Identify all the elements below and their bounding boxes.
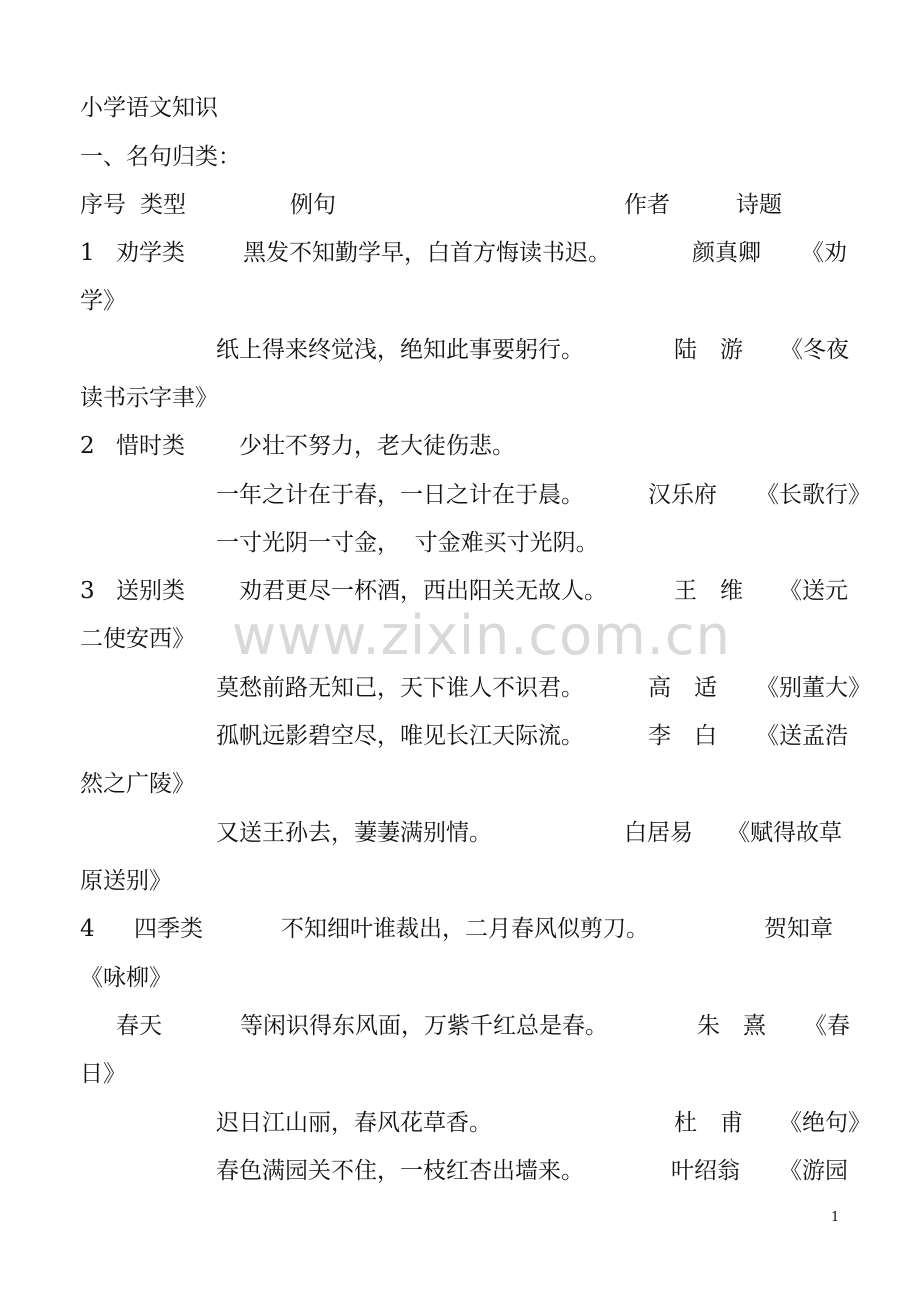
item-author: 高 适 bbox=[648, 675, 717, 701]
item-poem: 《送孟浩 bbox=[756, 723, 848, 749]
item-quote: 劝君更尽一杯酒，西出阳关无故人。 bbox=[239, 578, 607, 604]
item-poem: 《别董大》 bbox=[756, 675, 871, 701]
item-number: 2 bbox=[80, 433, 95, 459]
item-author: 白居易 bbox=[624, 820, 693, 846]
item-poem: 《游园 bbox=[779, 1158, 848, 1184]
item-author: 李 白 bbox=[648, 723, 717, 749]
item-number: 3 bbox=[80, 578, 95, 604]
item-number: 1 bbox=[80, 240, 95, 266]
item-quote: 纸上得来终觉浅，绝知此事要躬行。 bbox=[216, 337, 584, 363]
section-heading: 一、名句归类： bbox=[80, 144, 241, 170]
watermark: www.zixin.com.cn bbox=[232, 604, 731, 667]
item-quote: 莫愁前路无知己，天下谁人不识君。 bbox=[216, 675, 584, 701]
item-poem: 《赋得故草 bbox=[727, 820, 842, 846]
item-author: 颜真卿 bbox=[692, 240, 761, 266]
item-quote: 等闲识得东风面，万紫千红总是春。 bbox=[240, 1013, 608, 1039]
item-poem-cont: 《咏柳》 bbox=[80, 965, 172, 991]
item-poem-cont: 日》 bbox=[80, 1061, 126, 1087]
item-number: 4 bbox=[80, 916, 95, 942]
item-type: 送别类 bbox=[116, 578, 185, 604]
header-example: 例句 bbox=[290, 192, 336, 218]
item-quote: 又送王孙去，萋萋满别情。 bbox=[216, 820, 492, 846]
item-quote: 黑发不知勤学早，白首方悔读书迟。 bbox=[243, 240, 611, 266]
item-author: 朱 熹 bbox=[697, 1013, 766, 1039]
item-poem: 《冬夜 bbox=[780, 337, 849, 363]
page-number: 1 bbox=[831, 1210, 840, 1225]
item-author: 王 维 bbox=[674, 578, 743, 604]
item-author: 贺知章 bbox=[764, 916, 833, 942]
item-author: 陆 游 bbox=[674, 337, 743, 363]
item-poem-cont: 原送别》 bbox=[80, 868, 172, 894]
item-quote: 少壮不努力，老大徒伤悲。 bbox=[239, 433, 515, 459]
item-type: 春天 bbox=[116, 1013, 162, 1039]
item-quote: 孤帆远影碧空尽，唯见长江天际流。 bbox=[216, 723, 584, 749]
item-author: 杜 甫 bbox=[674, 1110, 743, 1136]
header-type: 类型 bbox=[140, 192, 186, 218]
header-seq: 序号 bbox=[80, 192, 126, 218]
item-type: 劝学类 bbox=[116, 240, 185, 266]
item-poem: 《春 bbox=[804, 1013, 850, 1039]
header-poem: 诗题 bbox=[736, 192, 782, 218]
item-poem: 《绝句》 bbox=[779, 1110, 871, 1136]
item-poem: 《长歌行》 bbox=[756, 482, 871, 508]
item-type: 惜时类 bbox=[116, 433, 185, 459]
item-poem-cont: 然之广陵》 bbox=[80, 771, 195, 797]
item-quote: 一寸光阴一寸金， 寸金难买寸光阴。 bbox=[216, 530, 599, 556]
item-type: 四季类 bbox=[134, 916, 203, 942]
item-poem: 《送元 bbox=[779, 578, 848, 604]
item-poem-cont: 二使安西》 bbox=[80, 626, 195, 652]
item-quote: 迟日江山丽，春风花草香。 bbox=[216, 1110, 492, 1136]
item-quote: 一年之计在于春，一日之计在于晨。 bbox=[216, 482, 584, 508]
item-quote: 春色满园关不住，一枝红杏出墙来。 bbox=[216, 1158, 584, 1184]
item-poem: 《劝 bbox=[801, 240, 847, 266]
item-quote: 不知细叶谁裁出，二月春风似剪刀。 bbox=[281, 916, 649, 942]
header-author: 作者 bbox=[624, 192, 670, 218]
item-poem-cont: 学》 bbox=[80, 288, 126, 314]
doc-title: 小学语文知识 bbox=[80, 95, 218, 121]
item-poem-cont: 读书示字聿》 bbox=[80, 385, 218, 411]
item-author: 叶绍翁 bbox=[671, 1158, 740, 1184]
item-author: 汉乐府 bbox=[648, 482, 717, 508]
